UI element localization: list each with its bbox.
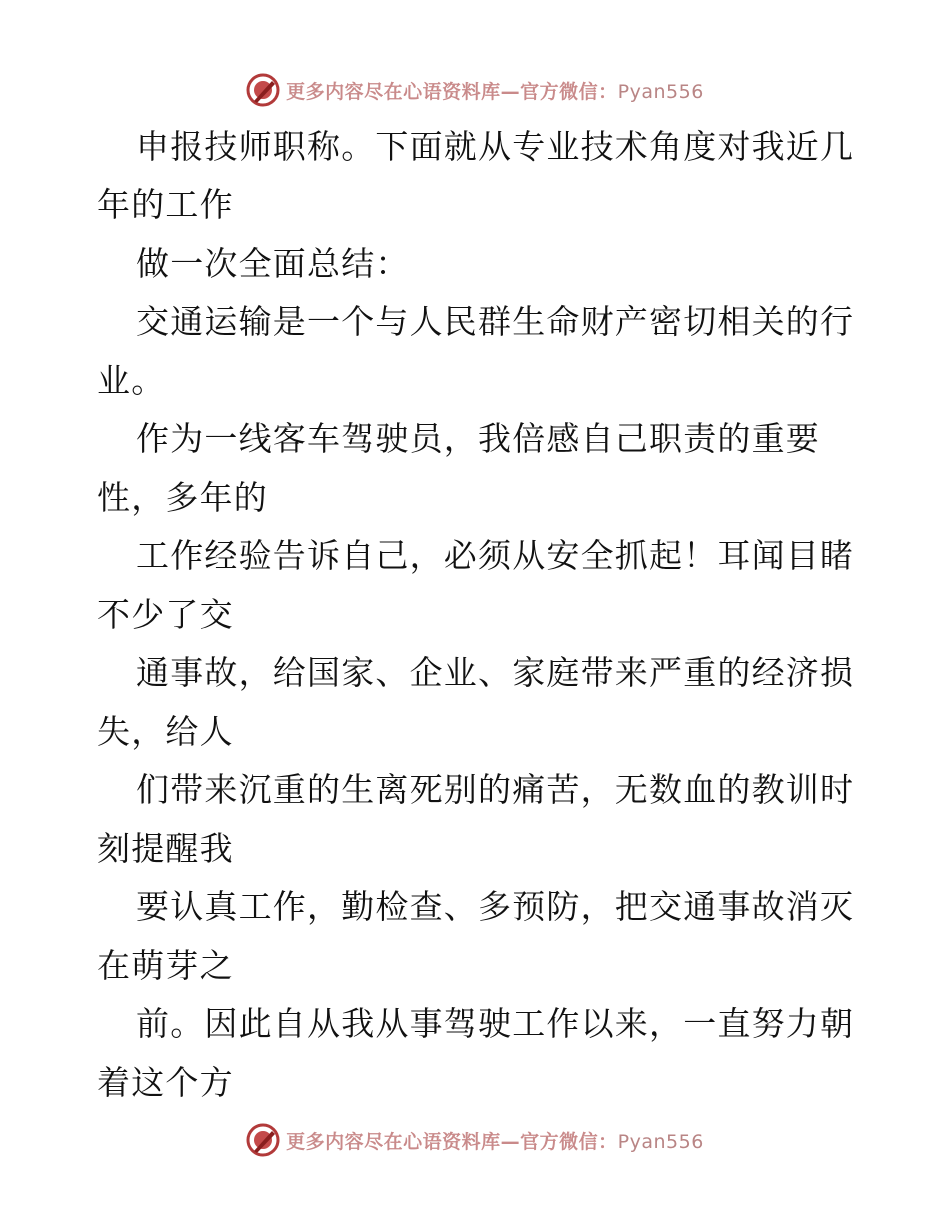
body-line: 通事故，给国家、企业、家庭带来严重的经济损 [136,653,855,692]
watermark-text: 更多内容尽在心语资料库—官方微信：Pyan556 [286,1130,704,1153]
body-line: 交通运输是一个与人民群生命财产密切相关的行 [136,302,855,341]
body-line: 年的工作 [97,185,234,224]
body-line: 要认真工作，勤检查、多预防，把交通事故消灭 [136,887,855,926]
footer-watermark [0,1120,950,1160]
body-line: 性，多年的 [97,478,268,517]
watermark-text: 更多内容尽在心语资料库—官方微信：Pyan556 [286,80,704,103]
body-line: 失，给人 [97,712,234,751]
body-line: 刻提醒我 [97,829,234,868]
body-line: 不少了交 [97,595,234,634]
wechat-id: Pyan556 [617,80,704,103]
body-line: 前。因此自从我从事驾驶工作以来，一直努力朝 [136,1004,855,1043]
wechat-id: Pyan556 [617,1130,704,1153]
body-line: 申报技师职称。下面就从专业技术角度对我近几 [136,127,855,166]
body-line: 业。 [97,361,166,400]
body-line: 作为一线客车驾驶员，我倍感自己职责的重要 [136,419,820,458]
body-line: 着这个方 [97,1063,234,1102]
body-line: 做一次全面总结： [136,244,410,283]
pen-logo-icon [246,1123,280,1157]
body-line: 工作经验告诉自己，必须从安全抓起！耳闻目睹 [136,536,855,575]
body-line: 们带来沉重的生离死别的痛苦，无数血的教训时 [136,770,855,809]
body-line: 在萌芽之 [97,946,234,985]
